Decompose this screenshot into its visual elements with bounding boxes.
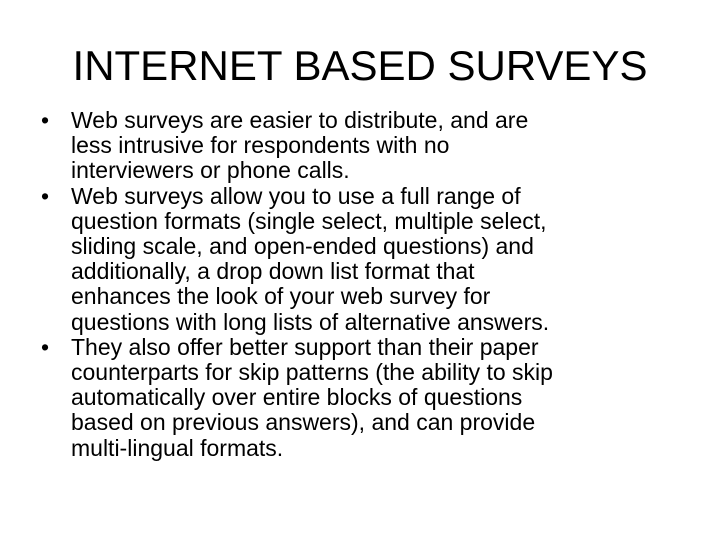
bullet-dot-icon: •: [40, 107, 50, 133]
bullet-text-line: interviewers or phone calls.: [71, 157, 350, 184]
bullet-item: [35, 184, 675, 335]
bullet-text-line: questions with long lists of alternative answers.: [71, 308, 550, 335]
bullet-text-line: based on previous answers), and can provide: [71, 409, 536, 436]
bullet-text-line: automatically over entire blocks of questions: [71, 384, 523, 411]
bullet-text-line: additionally, a drop down list format that: [71, 258, 475, 285]
bullet-text-line: They also offer better support than their paper: [71, 333, 539, 360]
bullet-list: [35, 108, 675, 461]
bullet-text-line: enhances the look of your web survey for: [71, 283, 491, 310]
bullet-text-line: sliding scale, and open-ended questions) and: [71, 233, 534, 260]
bullet-text-line: Web surveys are easier to distribute, and are: [71, 107, 529, 133]
bullet-text-line: less intrusive for respondents with no: [71, 132, 450, 159]
bullet-text-line: counterparts for skip patterns (the ability to skip: [71, 359, 553, 386]
slide-title: INTERNET BASED SURVEYS: [72, 42, 648, 89]
bullet-text-line: question formats (single select, multiple select,: [71, 207, 547, 234]
bullet-text-line: Web surveys allow you to use a full range of: [71, 182, 521, 209]
bullet-dot-icon: •: [40, 182, 50, 209]
bullet-item: [35, 108, 675, 184]
bullet-dot-icon: •: [40, 333, 50, 360]
bullet-item: [35, 335, 675, 461]
bullet-text-line: multi-lingual formats.: [71, 434, 284, 461]
